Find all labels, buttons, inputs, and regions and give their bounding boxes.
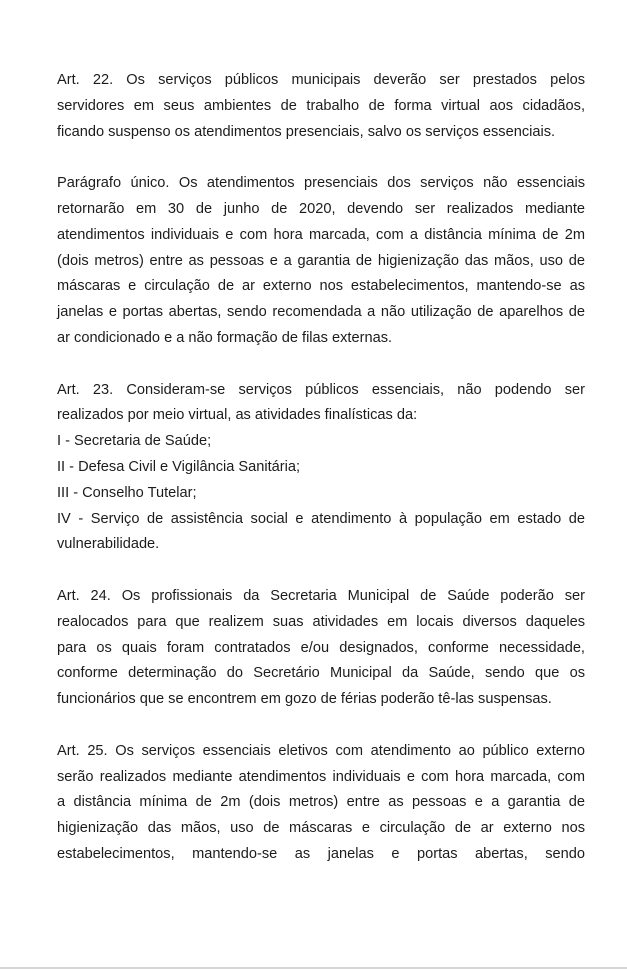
article-25	[57, 739, 585, 868]
article-24-line: Art. 24. Os profissionais da Secretaria Municipal de Saúde poderão ser	[57, 587, 585, 604]
paragrafo-unico-line: máscaras e circulação de ar externo nos estabelecimentos, mantendo-se as	[57, 278, 585, 295]
paragrafo-unico-line: Parágrafo único. Os atendimentos presenciais dos serviços não essenciais	[57, 175, 585, 192]
article-22-line: ficando suspenso os atendimentos presenciais, salvo os serviços essenciais.	[57, 123, 556, 140]
article-23-item-iii: III - Conselho Tutelar;	[57, 484, 197, 501]
article-24-line: realocados para que realizem suas atividades em locais diversos daqueles	[57, 613, 585, 630]
article-23-item-i: I - Secretaria de Saúde;	[57, 433, 212, 450]
article-25-line: a distância mínima de 2m (dois metros) entre as pessoas e a garantia de	[57, 794, 585, 811]
paragrafo-unico-line: ar condicionado e a não formação de filas externas.	[57, 329, 393, 346]
paragrafo-unico-line: janelas e portas abertas, sendo recomendada a não utilização de aparelhos de	[57, 304, 585, 321]
article-23-item-iv: IV - Serviço de assistência social e atendimento à população em estado de	[57, 510, 585, 527]
paragrafo-unico-line: retornarão em 30 de junho de 2020, devendo ser realizados mediante	[57, 200, 585, 217]
article-22	[57, 68, 585, 145]
article-23-line: Art. 23. Consideram-se serviços públicos essenciais, não podendo ser	[57, 381, 585, 398]
article-24-line: para os quais foram contratados e/ou designados, conforme necessidade,	[57, 639, 585, 656]
article-25-line: estabelecimentos, mantendo-se as janelas e portas abertas, sendo	[57, 845, 585, 862]
paragrafo-unico	[57, 171, 585, 352]
article-23-item-ii: II - Defesa Civil e Vigilância Sanitária;	[57, 458, 301, 475]
article-24	[57, 584, 585, 713]
article-24-line: funcionários que se encontrem em gozo de férias poderão tê-las suspensas.	[57, 691, 552, 708]
article-23	[57, 378, 585, 559]
article-25-line: Art. 25. Os serviços essenciais eletivos com atendimento ao público externo	[57, 742, 585, 759]
article-23-item-iv-cont: vulnerabilidade.	[57, 536, 160, 553]
article-22-line: servidores em seus ambientes de trabalho de forma virtual aos cidadãos,	[57, 97, 585, 114]
document-body	[57, 68, 585, 894]
paragrafo-unico-line: atendimentos individuais e com hora marcada, com a distância mínima de 2m	[57, 226, 585, 243]
article-22-line: Art. 22. Os serviços públicos municipais deverão ser prestados pelos	[57, 72, 585, 88]
article-24-line: conforme determinação do Secretário Municipal da Saúde, sendo que os	[57, 665, 585, 682]
article-25-line: higienização das mãos, uso de máscaras e circulação de ar externo nos	[57, 820, 585, 837]
article-25-line: serão realizados mediante atendimentos individuais e com hora marcada, com	[57, 768, 585, 785]
paragrafo-unico-line: (dois metros) entre as pessoas e a garantia de higienização das mãos, uso de	[57, 252, 585, 269]
article-23-line: realizados por meio virtual, as atividades finalísticas da:	[57, 407, 418, 424]
